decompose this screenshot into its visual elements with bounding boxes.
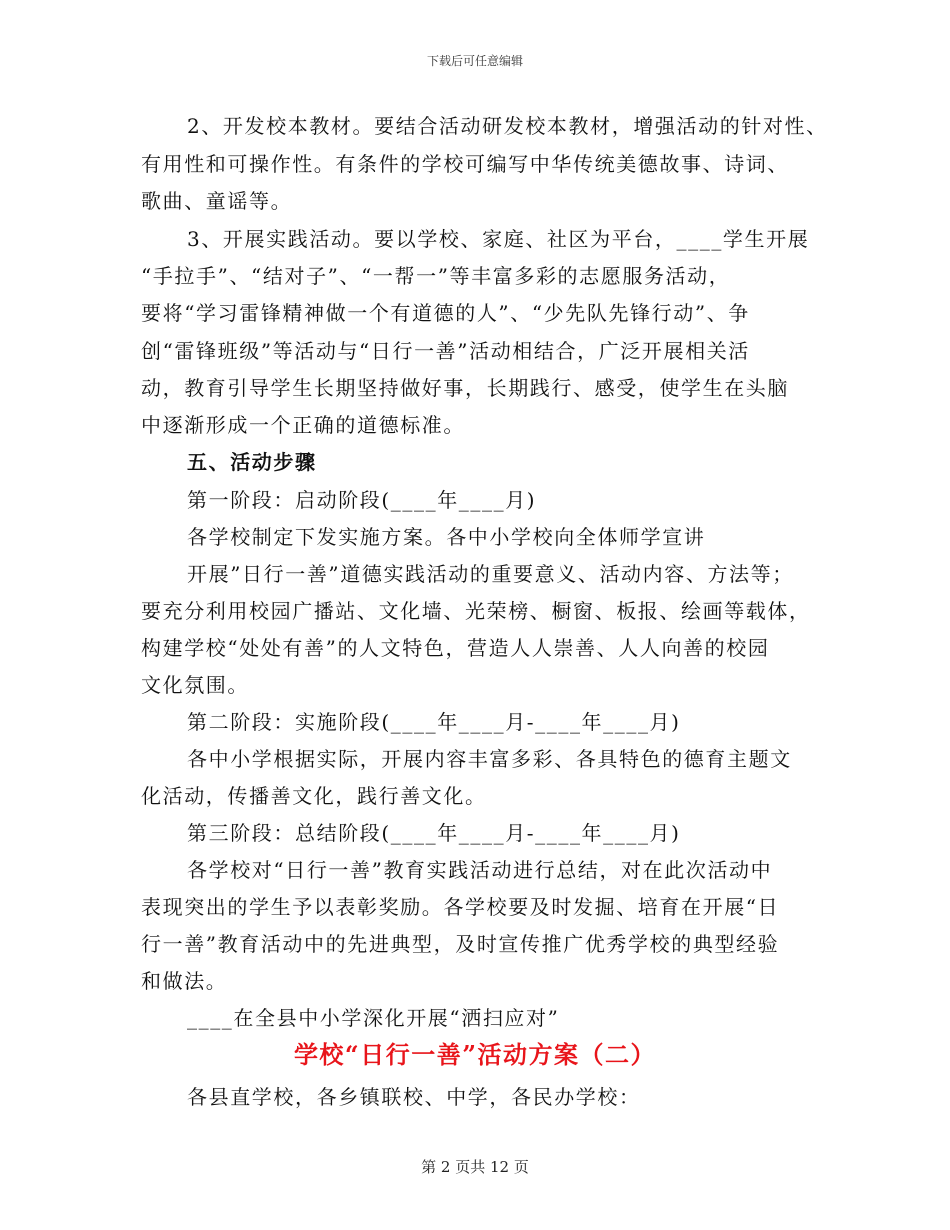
paragraph-line: 化活动，传播善文化，践行善文化。 [141,784,487,808]
paragraph-line: 3、开展实践活动。要以学校、家庭、社区为平台，____学生开展 [187,227,810,251]
paragraph-line: 各学校对“日行一善”教育实践活动进行总结，对在此次活动中 [187,858,773,882]
stage-heading: 第二阶段：实施阶段(____年____月-____年____月) [187,710,681,734]
section-heading: 五、活动步骤 [187,450,317,474]
paragraph-line: 和做法。 [141,969,228,993]
page-header: 下载后可任意编辑 [426,54,523,68]
paragraph-line: 表现突出的学生予以表彰奖励。各学校要及时发掘、培育在开展“日 [141,895,780,919]
paragraph-line: 各中小学根据实际，开展内容丰富多彩、各具特色的德育主题文 [187,747,792,771]
stage-heading: 第三阶段：总结阶段(____年____月-____年____月) [187,821,681,845]
paragraph-line: 2、开发校本教材。要结合活动研发校本教材，增强活动的针对性、 [187,114,828,138]
paragraph-line: 有用性和可操作性。有条件的学校可编写中华传统美德故事、诗词、 [141,152,789,176]
paragraph-line: 动，教育引导学生长期坚持做好事，长期践行、感受，使学生在头脑 [141,376,789,400]
paragraph-line: 构建学校“处处有善”的人文特色，营造人人崇善、人人向善的校园 [141,636,770,660]
paragraph-line: 中逐渐形成一个正确的道德标准。 [141,413,465,437]
document-title: 学校“日行一善”活动方案（二） [293,1040,657,1069]
page-footer: 第 2 页共 12 页 [421,1158,529,1176]
paragraph-line: 要将“学习雷锋精神做一个有道德的人”、“少先队先锋行动”、争 [141,301,750,325]
stage-heading: 第一阶段：启动阶段(____年____月) [187,488,537,512]
paragraph-line: 文化氛围。 [141,673,249,697]
paragraph-line: 开展”日行一善”道德实践活动的重要意义、活动内容、方法等； [187,562,794,586]
paragraph-line: 创“雷锋班级”等活动与“日行一善”活动相结合，广泛开展相关活 [141,339,750,363]
salutation-line: 各县直学校，各乡镇联校、中学，各民办学校： [187,1085,641,1109]
paragraph-line: 各学校制定下发实施方案。各中小学校向全体师学宣讲 [187,525,706,549]
paragraph-line: “手拉手”、“结对子”、“一帮一”等丰富多彩的志愿服务活动， [141,264,731,288]
paragraph-line: 行一善”教育活动中的先进典型，及时宣传推广优秀学校的典型经验 [141,932,780,956]
paragraph-line: 要充分利用校园广播站、文化墙、光荣榜、橱窗、板报、绘画等载体， [141,599,811,623]
paragraph-line: ____在全县中小学深化开展“洒扫应对” [187,1006,560,1030]
paragraph-line: 歌曲、童谣等。 [141,189,293,213]
